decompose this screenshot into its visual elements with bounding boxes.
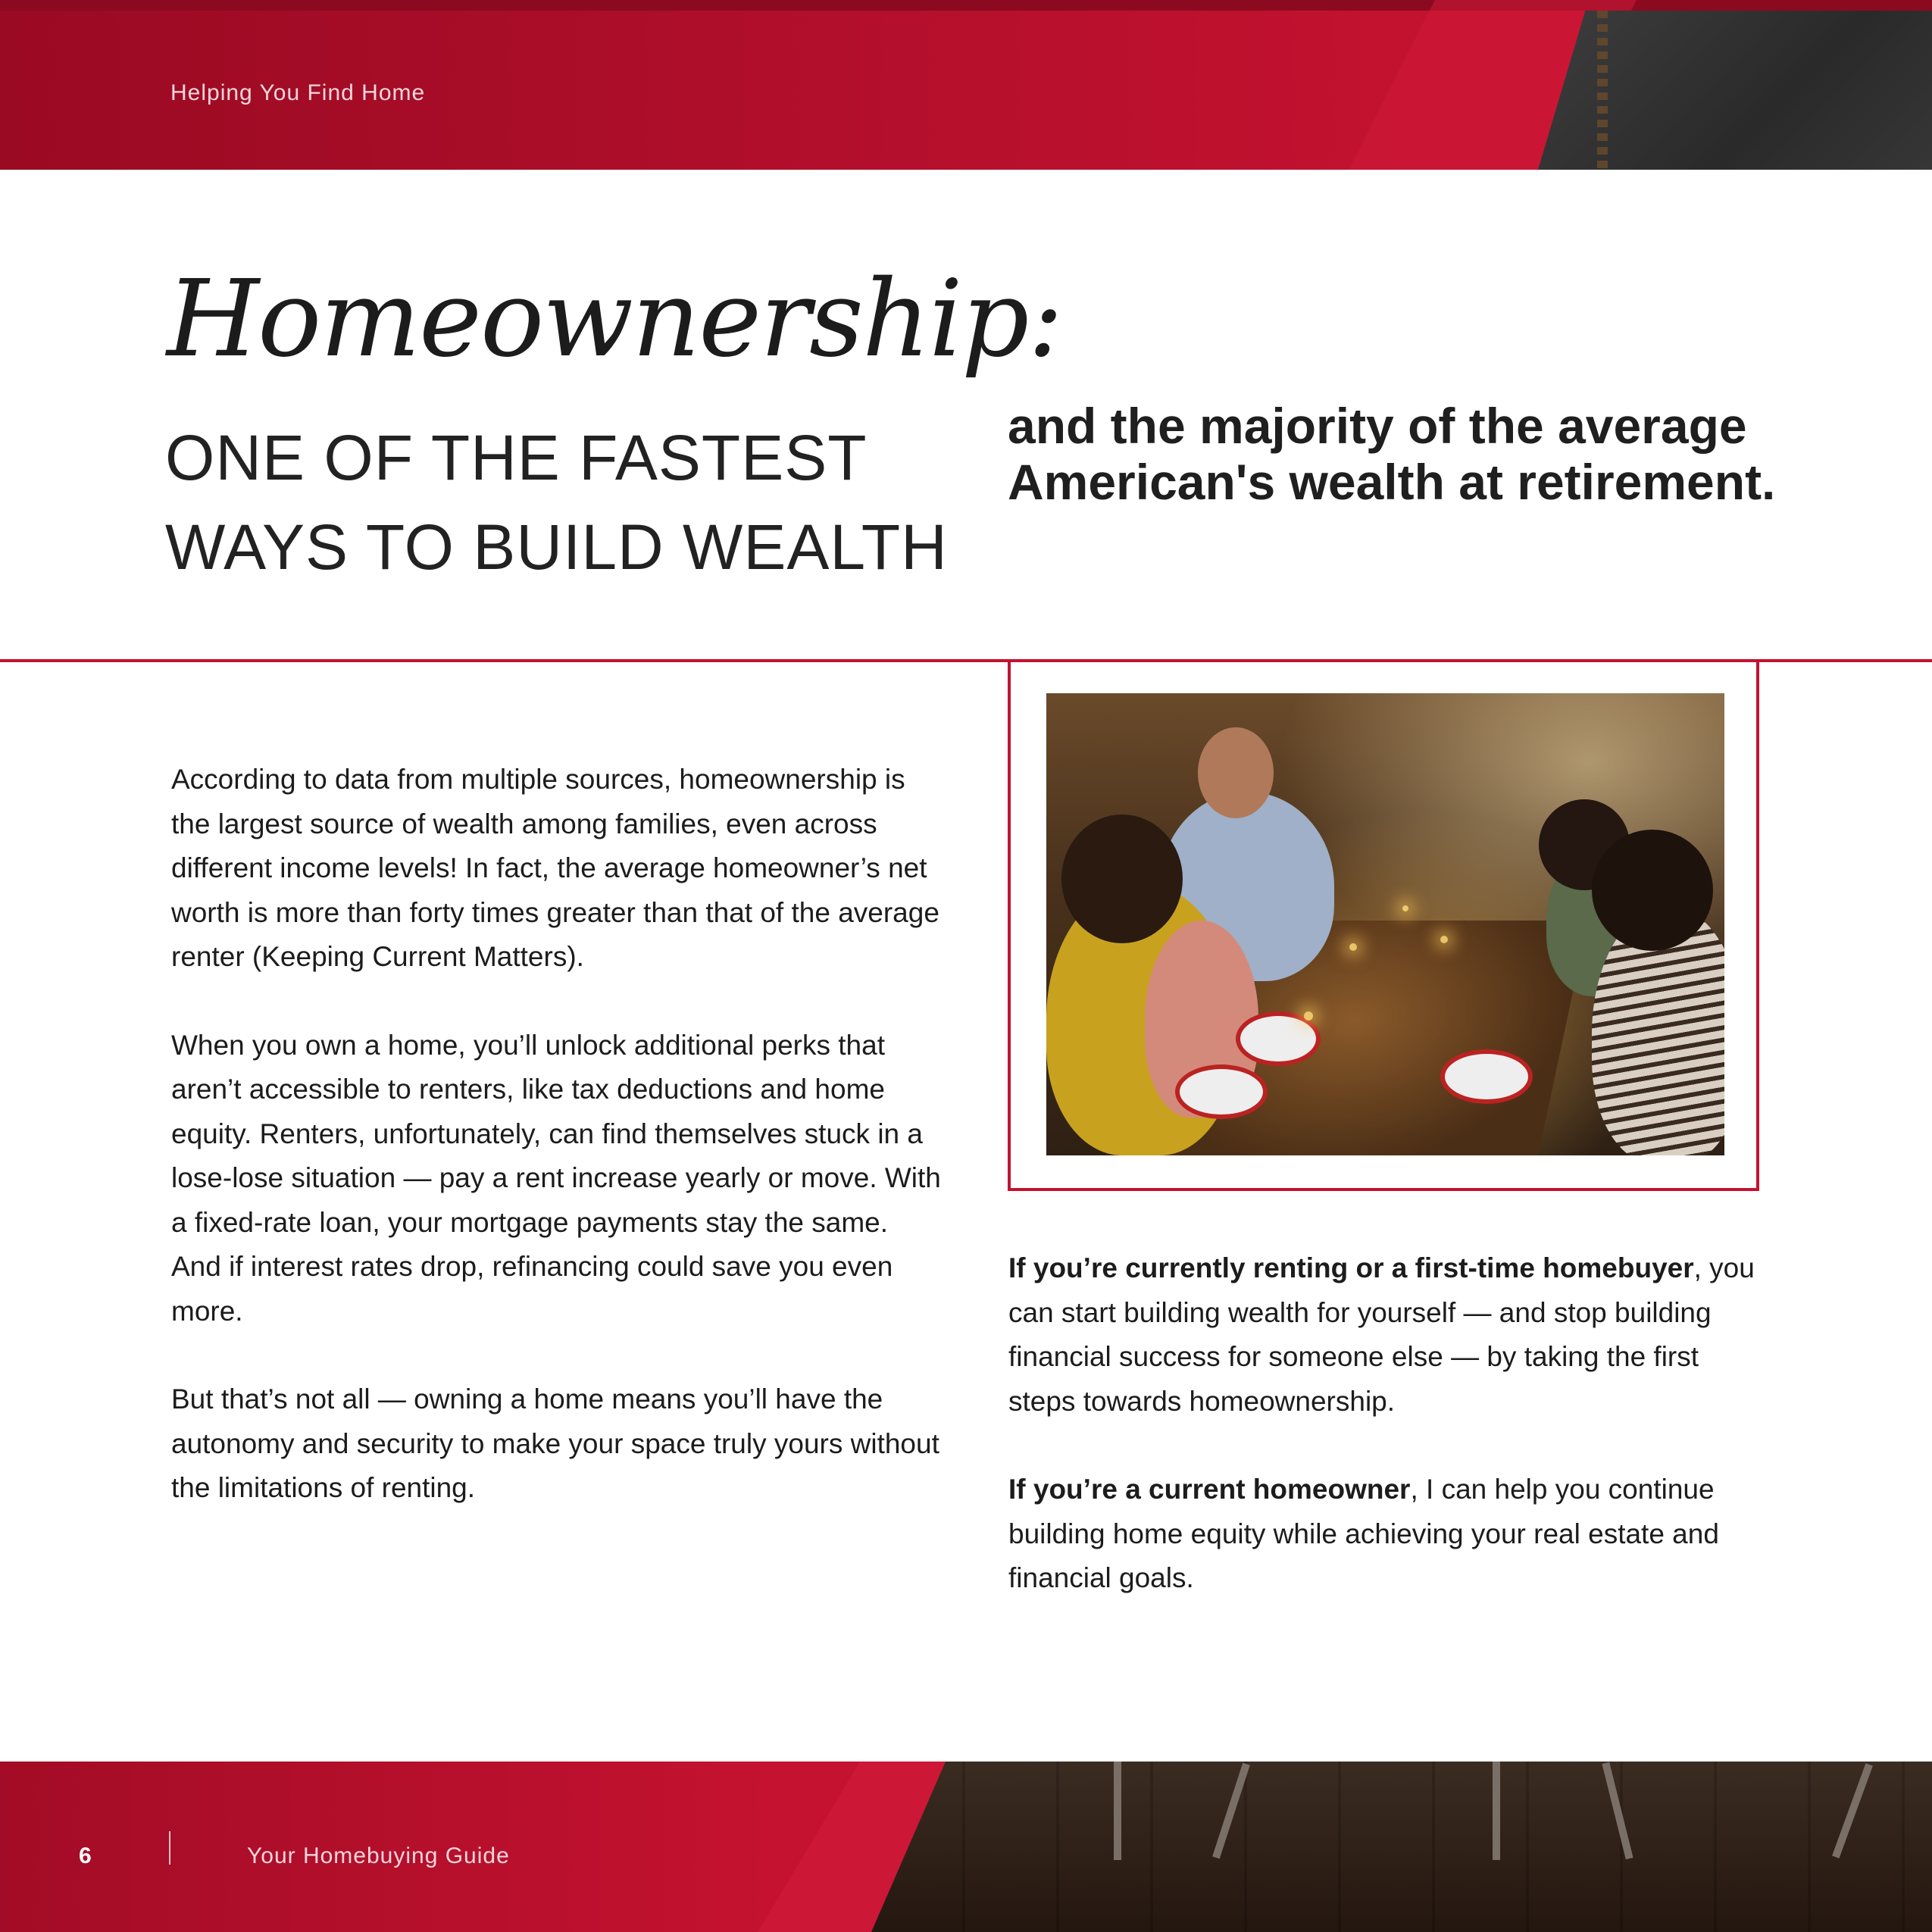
footer-chair-leg [1493,1762,1500,1860]
right-paragraph-1-text: , you can start building wealth for yourself — and stop building financial success for someone else — by taking the first steps towards homeownership. [1008,1252,1755,1417]
script-title: Homeownership: [167,258,1062,381]
photo-plate [1175,1064,1268,1119]
page-number: 6 [79,1843,92,1868]
header-top-stripe [0,0,1932,11]
right-paragraph-1-bold: If you’re currently renting or a first-time homebuyer [1008,1252,1694,1283]
right-paragraph-2-bold: If you’re a current homeowner [1008,1474,1411,1505]
photo-person-woman-yellow-head [1061,814,1183,943]
right-paragraph-1 [1008,1246,1766,1424]
footer-chair-leg [1114,1762,1121,1860]
left-body-text [171,758,944,1555]
header-chain-decoration [1597,11,1608,170]
footer-chair-leg [1212,1763,1250,1859]
right-paragraph-2 [1008,1468,1766,1601]
footer-band [0,1762,1932,1932]
photo-candle-glow [1402,905,1408,911]
header-tagline: Helping You Find Home [170,80,426,105]
subtitle [165,413,948,592]
right-heading: and the majority of the average American's wealth at retirement. [1008,398,1776,510]
photo-candle-glow [1440,936,1448,943]
left-paragraph-2: When you own a home, you’ll unlock additional perks that aren’t accessible to renters, like tax deductions and home equity. Renters, unfortunately, can find themselves stuck in a lose-lose situation — pay a rent increase yearly or move. With a fixed-rate loan, your mortgage payments stay the same. And if interest rates drop, refinancing could save you even more. [171,1029,941,1327]
subtitle-line-2: WAYS TO BUILD WEALTH [165,511,948,583]
footer-separator [169,1831,170,1865]
footer-floor-photo [871,1762,1932,1932]
photo-person-woman-striped-head [1592,830,1713,951]
subtitle-line-1: ONE OF THE FASTEST [165,422,868,493]
photo-candle-glow [1304,1011,1313,1021]
photo-plate [1440,1049,1533,1104]
photo-candle-glow [1349,943,1357,951]
family-dinner-photo [1046,693,1724,1155]
left-paragraph-1: According to data from multiple sources, homeownership is the largest source of wealth among families, even across different income levels! In fact, the average homeowner’s net worth is more than forty times greater than that of the average renter (Keeping Current Matters). [171,764,939,972]
right-body-text [1008,1246,1766,1645]
right-paragraph-2-text: , I can help you continue building home equity while achieving your real estate and financial goals. [1008,1474,1719,1593]
header-band [0,0,1932,170]
footer-chair-leg [1832,1763,1873,1859]
left-paragraph-3: But that’s not all — owning a home means you’ll have the autonomy and security to make your space truly yours without the limitations of renting. [171,1383,939,1503]
photo-person-man-head [1198,727,1274,818]
footer-chair-leg [1602,1762,1633,1860]
footer-guide-title: Your Homebuying Guide [247,1843,510,1868]
